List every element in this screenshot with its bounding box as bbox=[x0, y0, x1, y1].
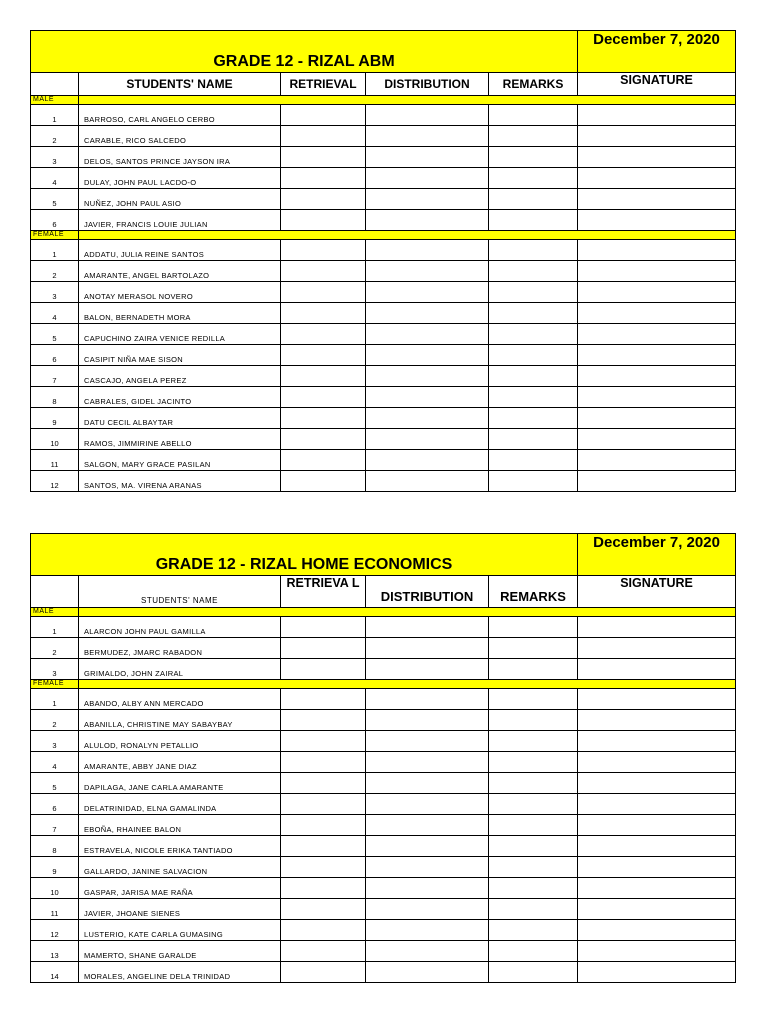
table-row bbox=[31, 210, 736, 231]
distribution-cell[interactable] bbox=[366, 366, 489, 387]
student-name: EBOÑA, RHAINEE BALON bbox=[79, 815, 281, 836]
distribution-cell[interactable] bbox=[366, 345, 489, 366]
sheet-title: GRADE 12 - RIZAL ABM bbox=[31, 31, 578, 73]
table-row bbox=[31, 836, 736, 857]
signature-cell[interactable] bbox=[578, 408, 736, 429]
remarks-cell[interactable] bbox=[489, 324, 578, 345]
student-name: BALON, BERNADETH MORA bbox=[79, 303, 281, 324]
table-row bbox=[31, 366, 736, 387]
signature-cell[interactable] bbox=[578, 815, 736, 836]
student-name: GALLARDO, JANINE SALVACION bbox=[79, 857, 281, 878]
retrieval-cell[interactable] bbox=[281, 168, 366, 189]
retrieval-cell[interactable] bbox=[281, 962, 366, 983]
signature-cell[interactable] bbox=[578, 899, 736, 920]
distribution-cell[interactable] bbox=[366, 408, 489, 429]
remarks-cell[interactable] bbox=[489, 387, 578, 408]
remarks-cell[interactable] bbox=[489, 450, 578, 471]
row-number: 11 bbox=[31, 899, 79, 920]
retrieval-cell[interactable] bbox=[281, 920, 366, 941]
retrieval-cell[interactable] bbox=[281, 471, 366, 492]
group-row-filler bbox=[79, 231, 736, 240]
table-row bbox=[31, 282, 736, 303]
distribution-cell[interactable] bbox=[366, 689, 489, 710]
row-number: 4 bbox=[31, 303, 79, 324]
remarks-cell[interactable] bbox=[489, 710, 578, 731]
student-name: CASIPIT NIÑA MAE SISON bbox=[79, 345, 281, 366]
row-number: 4 bbox=[31, 168, 79, 189]
table-row bbox=[31, 408, 736, 429]
signature-cell[interactable] bbox=[578, 794, 736, 815]
remarks-cell[interactable] bbox=[489, 147, 578, 168]
row-number: 3 bbox=[31, 282, 79, 303]
retrieval-cell[interactable] bbox=[281, 240, 366, 261]
student-name: ADDATU, JULIA REINE SANTOS bbox=[79, 240, 281, 261]
distribution-cell[interactable] bbox=[366, 429, 489, 450]
row-number: 1 bbox=[31, 689, 79, 710]
student-name: DATU CECIL ALBAYTAR bbox=[79, 408, 281, 429]
retrieval-cell[interactable] bbox=[281, 638, 366, 659]
student-name: ABANILLA, CHRISTINE MAY SABAYBAY bbox=[79, 710, 281, 731]
female-group-row bbox=[31, 231, 736, 240]
table-row bbox=[31, 387, 736, 408]
student-name: CABRALES, GIDEL JACINTO bbox=[79, 387, 281, 408]
remarks-cell[interactable] bbox=[489, 282, 578, 303]
retrieval-cell[interactable] bbox=[281, 210, 366, 231]
remarks-cell[interactable] bbox=[489, 617, 578, 638]
retrieval-cell[interactable] bbox=[281, 450, 366, 471]
retrieval-cell[interactable] bbox=[281, 261, 366, 282]
table-row bbox=[31, 659, 736, 680]
signature-cell[interactable] bbox=[578, 471, 736, 492]
number-header bbox=[31, 576, 79, 608]
remarks-cell[interactable] bbox=[489, 105, 578, 126]
sheet-date: December 7, 2020 bbox=[578, 31, 736, 73]
student-name: ANOTAY MERASOL NOVERO bbox=[79, 282, 281, 303]
remarks-header: REMARKS bbox=[489, 576, 578, 608]
distribution-cell[interactable] bbox=[366, 752, 489, 773]
row-number: 6 bbox=[31, 210, 79, 231]
header-row bbox=[31, 576, 736, 608]
row-number: 3 bbox=[31, 731, 79, 752]
student-name: SANTOS, MA. VIRENA ARANAS bbox=[79, 471, 281, 492]
row-number: 2 bbox=[31, 638, 79, 659]
male-group-row bbox=[31, 96, 736, 105]
signature-cell[interactable] bbox=[578, 189, 736, 210]
retrieval-cell[interactable] bbox=[281, 366, 366, 387]
table-row bbox=[31, 324, 736, 345]
signature-cell[interactable] bbox=[578, 282, 736, 303]
retrieval-header: RETRIEVAL bbox=[281, 73, 366, 96]
signature-cell[interactable] bbox=[578, 261, 736, 282]
signature-cell[interactable] bbox=[578, 752, 736, 773]
students-name-header: STUDENTS' NAME bbox=[79, 73, 281, 96]
signature-cell[interactable] bbox=[578, 773, 736, 794]
student-name: DAPILAGA, JANE CARLA AMARANTE bbox=[79, 773, 281, 794]
signature-cell[interactable] bbox=[578, 857, 736, 878]
row-number: 1 bbox=[31, 105, 79, 126]
table-row bbox=[31, 617, 736, 638]
retrieval-cell[interactable] bbox=[281, 899, 366, 920]
distribution-cell[interactable] bbox=[366, 387, 489, 408]
table-row bbox=[31, 962, 736, 983]
retrieval-cell[interactable] bbox=[281, 941, 366, 962]
row-number: 5 bbox=[31, 324, 79, 345]
signature-cell[interactable] bbox=[578, 920, 736, 941]
attendance-sheet-abm bbox=[30, 30, 736, 492]
table-row bbox=[31, 345, 736, 366]
row-number: 8 bbox=[31, 836, 79, 857]
distribution-cell[interactable] bbox=[366, 303, 489, 324]
table-row bbox=[31, 710, 736, 731]
retrieval-cell[interactable] bbox=[281, 617, 366, 638]
row-number: 2 bbox=[31, 710, 79, 731]
retrieval-cell[interactable] bbox=[281, 689, 366, 710]
student-name: JAVIER, JHOANE SIENES bbox=[79, 899, 281, 920]
student-name: AMARANTE, ANGEL BARTOLAZO bbox=[79, 261, 281, 282]
retrieval-cell[interactable] bbox=[281, 857, 366, 878]
row-number: 12 bbox=[31, 471, 79, 492]
signature-cell[interactable] bbox=[578, 450, 736, 471]
signature-header: SIGNATURE bbox=[578, 576, 736, 608]
retrieval-cell[interactable] bbox=[281, 815, 366, 836]
table-row bbox=[31, 147, 736, 168]
table-row bbox=[31, 450, 736, 471]
row-number: 10 bbox=[31, 878, 79, 899]
retrieval-cell[interactable] bbox=[281, 794, 366, 815]
row-number: 14 bbox=[31, 962, 79, 983]
male-group-label: MALE bbox=[31, 96, 79, 105]
distribution-cell[interactable] bbox=[366, 731, 489, 752]
remarks-cell[interactable] bbox=[489, 941, 578, 962]
remarks-cell[interactable] bbox=[489, 689, 578, 710]
retrieval-cell[interactable] bbox=[281, 731, 366, 752]
row-number: 11 bbox=[31, 450, 79, 471]
table-row bbox=[31, 638, 736, 659]
distribution-cell[interactable] bbox=[366, 471, 489, 492]
student-name: JAVIER, FRANCIS LOUIE JULIAN bbox=[79, 210, 281, 231]
table-row bbox=[31, 689, 736, 710]
table-row bbox=[31, 815, 736, 836]
table-row bbox=[31, 189, 736, 210]
remarks-cell[interactable] bbox=[489, 638, 578, 659]
student-name: GASPAR, JARISA MAE RAÑA bbox=[79, 878, 281, 899]
distribution-cell[interactable] bbox=[366, 815, 489, 836]
signature-cell[interactable] bbox=[578, 731, 736, 752]
retrieval-cell[interactable] bbox=[281, 345, 366, 366]
row-number: 5 bbox=[31, 189, 79, 210]
student-name: CASCAJO, ANGELA PEREZ bbox=[79, 366, 281, 387]
signature-cell[interactable] bbox=[578, 617, 736, 638]
distribution-cell[interactable] bbox=[366, 450, 489, 471]
remarks-cell[interactable] bbox=[489, 878, 578, 899]
row-number: 6 bbox=[31, 794, 79, 815]
distribution-cell[interactable] bbox=[366, 126, 489, 147]
distribution-cell[interactable] bbox=[366, 920, 489, 941]
student-name: MORALES, ANGELINE DELA TRINIDAD bbox=[79, 962, 281, 983]
table-row bbox=[31, 168, 736, 189]
signature-cell[interactable] bbox=[578, 105, 736, 126]
signature-cell[interactable] bbox=[578, 710, 736, 731]
table-row bbox=[31, 240, 736, 261]
student-name: ALULOD, RONALYN PETALLIO bbox=[79, 731, 281, 752]
signature-cell[interactable] bbox=[578, 240, 736, 261]
students-name-header: STUDENTS' NAME bbox=[79, 576, 281, 608]
signature-cell[interactable] bbox=[578, 324, 736, 345]
remarks-cell[interactable] bbox=[489, 962, 578, 983]
signature-cell[interactable] bbox=[578, 387, 736, 408]
distribution-cell[interactable] bbox=[366, 105, 489, 126]
distribution-cell[interactable] bbox=[366, 857, 489, 878]
female-group-label: FEMALE bbox=[31, 680, 79, 689]
female-group-label: FEMALE bbox=[31, 231, 79, 240]
female-group-row bbox=[31, 680, 736, 689]
signature-cell[interactable] bbox=[578, 941, 736, 962]
male-group-row bbox=[31, 608, 736, 617]
retrieval-cell[interactable] bbox=[281, 126, 366, 147]
student-name: ESTRAVELA, NICOLE ERIKA TANTIADO bbox=[79, 836, 281, 857]
row-number: 3 bbox=[31, 147, 79, 168]
student-name: DELOS, SANTOS PRINCE JAYSON IRA bbox=[79, 147, 281, 168]
signature-cell[interactable] bbox=[578, 962, 736, 983]
distribution-cell[interactable] bbox=[366, 240, 489, 261]
retrieval-cell[interactable] bbox=[281, 710, 366, 731]
retrieval-cell[interactable] bbox=[281, 878, 366, 899]
retrieval-cell[interactable] bbox=[281, 773, 366, 794]
row-number: 9 bbox=[31, 857, 79, 878]
remarks-cell[interactable] bbox=[489, 836, 578, 857]
distribution-cell[interactable] bbox=[366, 638, 489, 659]
row-number: 8 bbox=[31, 387, 79, 408]
student-name: SALGON, MARY GRACE PASILAN bbox=[79, 450, 281, 471]
retrieval-cell[interactable] bbox=[281, 387, 366, 408]
signature-cell[interactable] bbox=[578, 147, 736, 168]
remarks-cell[interactable] bbox=[489, 261, 578, 282]
table-row bbox=[31, 731, 736, 752]
table-row bbox=[31, 429, 736, 450]
table-row bbox=[31, 878, 736, 899]
distribution-cell[interactable] bbox=[366, 773, 489, 794]
distribution-cell[interactable] bbox=[366, 659, 489, 680]
table-row bbox=[31, 941, 736, 962]
attendance-sheet-home-economics bbox=[30, 533, 736, 983]
distribution-cell[interactable] bbox=[366, 794, 489, 815]
table-row bbox=[31, 752, 736, 773]
distribution-cell[interactable] bbox=[366, 941, 489, 962]
student-name: BARROSO, CARL ANGELO CERBO bbox=[79, 105, 281, 126]
remarks-cell[interactable] bbox=[489, 366, 578, 387]
row-number: 7 bbox=[31, 815, 79, 836]
row-number: 10 bbox=[31, 429, 79, 450]
retrieval-cell[interactable] bbox=[281, 429, 366, 450]
row-number: 1 bbox=[31, 240, 79, 261]
table-row bbox=[31, 303, 736, 324]
remarks-cell[interactable] bbox=[489, 210, 578, 231]
remarks-cell[interactable] bbox=[489, 815, 578, 836]
row-number: 1 bbox=[31, 617, 79, 638]
remarks-cell[interactable] bbox=[489, 471, 578, 492]
student-name: ALARCON JOHN PAUL GAMILLA bbox=[79, 617, 281, 638]
remarks-cell[interactable] bbox=[489, 752, 578, 773]
table-row bbox=[31, 471, 736, 492]
row-number: 5 bbox=[31, 773, 79, 794]
table-row bbox=[31, 794, 736, 815]
group-row-filler bbox=[79, 96, 736, 105]
distribution-cell[interactable] bbox=[366, 836, 489, 857]
retrieval-cell[interactable] bbox=[281, 282, 366, 303]
remarks-cell[interactable] bbox=[489, 794, 578, 815]
distribution-cell[interactable] bbox=[366, 261, 489, 282]
row-number: 12 bbox=[31, 920, 79, 941]
distribution-cell[interactable] bbox=[366, 899, 489, 920]
signature-cell[interactable] bbox=[578, 303, 736, 324]
row-number: 9 bbox=[31, 408, 79, 429]
remarks-cell[interactable] bbox=[489, 429, 578, 450]
row-number: 2 bbox=[31, 126, 79, 147]
signature-cell[interactable] bbox=[578, 168, 736, 189]
remarks-cell[interactable] bbox=[489, 240, 578, 261]
student-name: CAPUCHINO ZAIRA VENICE REDILLA bbox=[79, 324, 281, 345]
student-name: LUSTERIO, KATE CARLA GUMASING bbox=[79, 920, 281, 941]
student-name: MAMERTO, SHANE GARALDE bbox=[79, 941, 281, 962]
signature-header: SIGNATURE bbox=[578, 73, 736, 96]
signature-cell[interactable] bbox=[578, 429, 736, 450]
row-number: 13 bbox=[31, 941, 79, 962]
row-number: 6 bbox=[31, 345, 79, 366]
retrieval-cell[interactable] bbox=[281, 752, 366, 773]
distribution-cell[interactable] bbox=[366, 210, 489, 231]
remarks-header: REMARKS bbox=[489, 73, 578, 96]
distribution-cell[interactable] bbox=[366, 617, 489, 638]
remarks-cell[interactable] bbox=[489, 126, 578, 147]
retrieval-cell[interactable] bbox=[281, 303, 366, 324]
number-header bbox=[31, 73, 79, 96]
sheet-date: December 7, 2020 bbox=[578, 534, 736, 576]
signature-cell[interactable] bbox=[578, 345, 736, 366]
distribution-cell[interactable] bbox=[366, 282, 489, 303]
row-number: 2 bbox=[31, 261, 79, 282]
distribution-cell[interactable] bbox=[366, 710, 489, 731]
remarks-cell[interactable] bbox=[489, 731, 578, 752]
remarks-cell[interactable] bbox=[489, 920, 578, 941]
student-name: CARABLE, RICO SALCEDO bbox=[79, 126, 281, 147]
remarks-cell[interactable] bbox=[489, 345, 578, 366]
student-name: ABANDO, ALBY ANN MERCADO bbox=[79, 689, 281, 710]
table-row bbox=[31, 773, 736, 794]
group-row-filler bbox=[79, 680, 736, 689]
retrieval-cell[interactable] bbox=[281, 105, 366, 126]
signature-cell[interactable] bbox=[578, 126, 736, 147]
retrieval-cell[interactable] bbox=[281, 836, 366, 857]
retrieval-cell[interactable] bbox=[281, 408, 366, 429]
distribution-cell[interactable] bbox=[366, 324, 489, 345]
remarks-cell[interactable] bbox=[489, 168, 578, 189]
retrieval-header: RETRIEVA L bbox=[281, 576, 366, 608]
student-name: AMARANTE, ABBY JANE DIAZ bbox=[79, 752, 281, 773]
distribution-cell[interactable] bbox=[366, 878, 489, 899]
table-row bbox=[31, 857, 736, 878]
signature-cell[interactable] bbox=[578, 878, 736, 899]
remarks-cell[interactable] bbox=[489, 857, 578, 878]
table-row bbox=[31, 261, 736, 282]
title-row bbox=[31, 534, 736, 576]
signature-cell[interactable] bbox=[578, 366, 736, 387]
distribution-cell[interactable] bbox=[366, 168, 489, 189]
retrieval-cell[interactable] bbox=[281, 189, 366, 210]
table-row bbox=[31, 105, 736, 126]
distribution-cell[interactable] bbox=[366, 962, 489, 983]
signature-cell[interactable] bbox=[578, 689, 736, 710]
row-number: 4 bbox=[31, 752, 79, 773]
retrieval-cell[interactable] bbox=[281, 324, 366, 345]
male-group-label: MALE bbox=[31, 608, 79, 617]
distribution-cell[interactable] bbox=[366, 189, 489, 210]
sheet-title: GRADE 12 - RIZAL HOME ECONOMICS bbox=[31, 534, 578, 576]
signature-cell[interactable] bbox=[578, 210, 736, 231]
retrieval-cell[interactable] bbox=[281, 659, 366, 680]
remarks-cell[interactable] bbox=[489, 303, 578, 324]
signature-cell[interactable] bbox=[578, 659, 736, 680]
student-name: BERMUDEZ, JMARC RABADON bbox=[79, 638, 281, 659]
student-name: GRIMALDO, JOHN ZAIRAL bbox=[79, 659, 281, 680]
remarks-cell[interactable] bbox=[489, 189, 578, 210]
student-name: RAMOS, JIMMIRINE ABELLO bbox=[79, 429, 281, 450]
student-name: DULAY, JOHN PAUL LACDO-O bbox=[79, 168, 281, 189]
signature-cell[interactable] bbox=[578, 638, 736, 659]
retrieval-cell[interactable] bbox=[281, 147, 366, 168]
distribution-header: DISTRIBUTION bbox=[366, 73, 489, 96]
table-row bbox=[31, 899, 736, 920]
remarks-cell[interactable] bbox=[489, 773, 578, 794]
table-row bbox=[31, 126, 736, 147]
row-number: 3 bbox=[31, 659, 79, 680]
distribution-cell[interactable] bbox=[366, 147, 489, 168]
student-name: DELATRINIDAD, ELNA GAMALINDA bbox=[79, 794, 281, 815]
distribution-header: DISTRIBUTION bbox=[366, 576, 489, 608]
row-number: 7 bbox=[31, 366, 79, 387]
table-row bbox=[31, 920, 736, 941]
remarks-cell[interactable] bbox=[489, 659, 578, 680]
student-name: NUÑEZ, JOHN PAUL ASIO bbox=[79, 189, 281, 210]
signature-cell[interactable] bbox=[578, 836, 736, 857]
header-row bbox=[31, 73, 736, 96]
remarks-cell[interactable] bbox=[489, 408, 578, 429]
group-row-filler bbox=[79, 608, 736, 617]
remarks-cell[interactable] bbox=[489, 899, 578, 920]
title-row bbox=[31, 31, 736, 73]
